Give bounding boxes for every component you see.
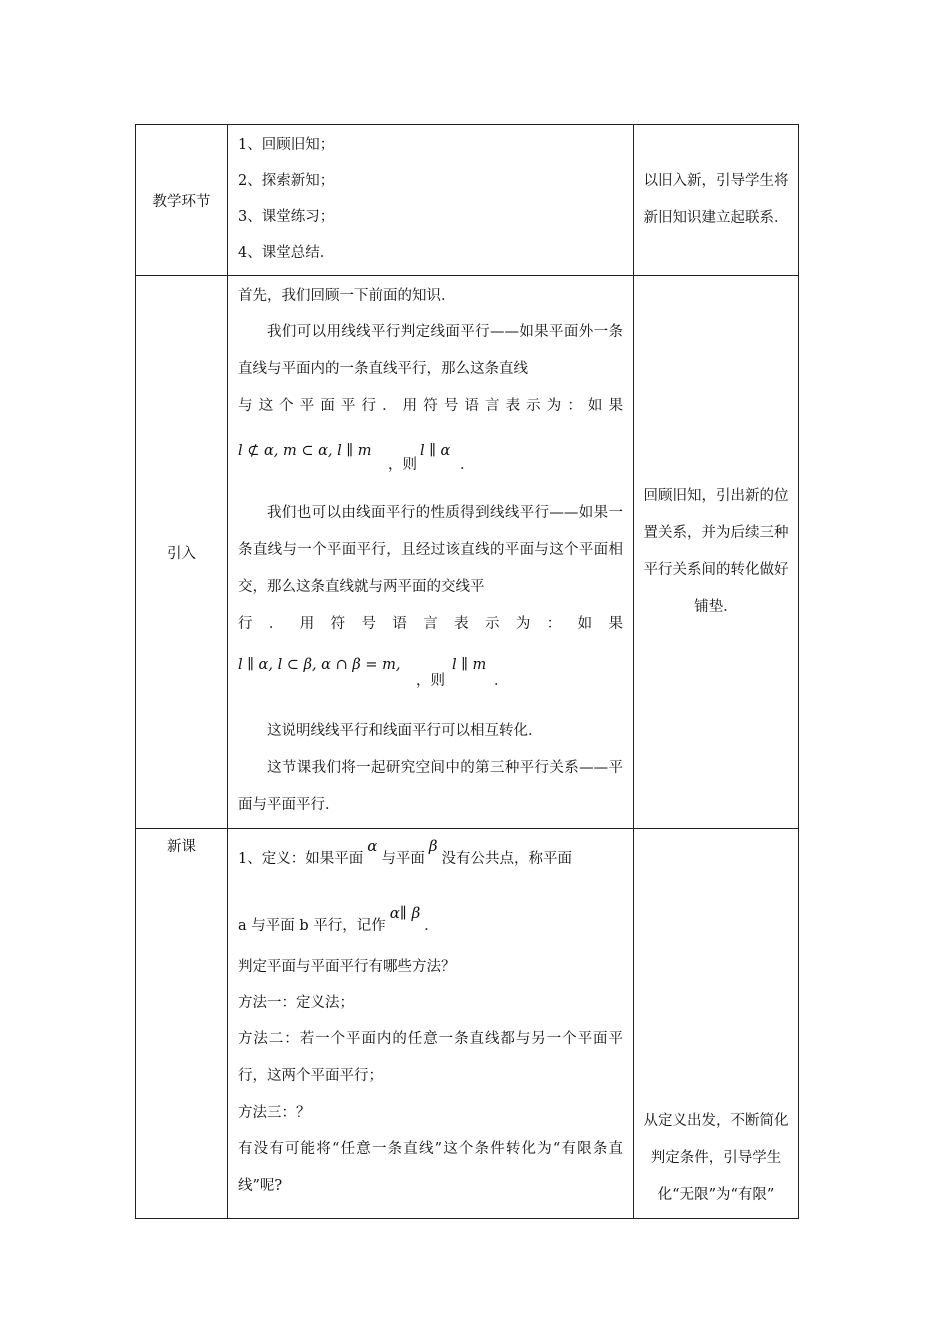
intro-paragraph-1: 我们可以用线线平行判定线面平行——如果平面外一条直线与平面内的一条直线平行，那么这条直线 [238,324,623,377]
intro-note: 回顾旧知，引出新的位置关系，并为后续三种平行关系间的转化做好铺垫． [634,276,799,829]
table-row [136,829,799,1219]
lesson-plan-table [135,124,799,1219]
formula-result: l ∥ α [420,443,451,459]
intro-paragraph-3: 这说明线线平行和线面平行可以相互转化． [267,723,543,739]
intro-content [228,276,634,829]
formula-then: ，则 [388,457,417,473]
question-line: 判定平面与平面平行有哪些方法？ [238,959,456,975]
formula-plane-line-parallel [238,643,623,699]
row-label-teaching-steps: 教学环节 [136,125,228,276]
new-lesson-content [228,829,634,1219]
intro-paragraph-2-last: 行．用符号语言表示为：如果 [238,616,623,632]
list-item: 3、课堂练习； [238,209,335,225]
parallel-notation: α∥ β [389,904,421,922]
alpha-symbol: α [367,837,378,855]
formula-condition: l ⊄ α, m ⊂ α, l ∥ m [238,443,372,459]
formula-line-parallel-plane [238,425,623,481]
formula-then: ，则 [416,673,445,689]
intro-paragraph-1-last: 与这个平面平行．用符号语言表示为：如果 [238,398,623,414]
list-item: 4、课堂总结． [238,245,335,261]
list-item: 1、回顾旧知； [238,137,335,153]
method-3: 方法三：？ [238,1105,311,1121]
row-label-new-lesson: 新课 [136,829,228,1219]
formula-end: ． [460,457,475,473]
table-row [136,125,799,276]
table-row [136,276,799,829]
intro-line: 首先，我们回顾一下前面的知识． [238,288,456,304]
list-item: 2、探索新知； [238,173,335,189]
teaching-steps-note: 以旧入新，引导学生将新旧知识建立起联系． [634,125,799,276]
question-2: 有没有可能将“任意一条直线”这个条件转化为“有限条直线”呢? [238,1141,623,1194]
teaching-steps-list [228,125,634,276]
formula-result: l ∥ m [452,657,487,673]
formula-end: ． [494,673,509,689]
beta-symbol: β [428,837,438,855]
definition-line-1: 1、定义：如果平面α与平面β没有公共点，称平面 [238,837,573,867]
method-2: 方法二：若一个平面内的任意一条直线都与另一个平面平行，这两个平面平行； [238,1031,623,1084]
method-1: 方法一：定义法； [238,995,354,1011]
intro-paragraph-2: 我们也可以由线面平行的性质得到线线平行——如果一条直线与一个平面平行，且经过该直线的平面与这个平面相交，那么这条直线就与两平面的交线平 [238,505,623,595]
intro-paragraph-4: 这节课我们将一起研究空间中的第三种平行关系——平面与平面平行． [238,760,623,813]
row-label-intro: 引入 [136,276,228,829]
formula-condition: l ∥ α, l ⊂ β, α ∩ β = m, [238,657,401,673]
definition-line-2: a 与平面 b 平行，记作α∥ β． [238,904,439,934]
new-lesson-note: 从定义出发，不断简化判定条件，引导学生化“无限”为“有限” [634,829,799,1219]
